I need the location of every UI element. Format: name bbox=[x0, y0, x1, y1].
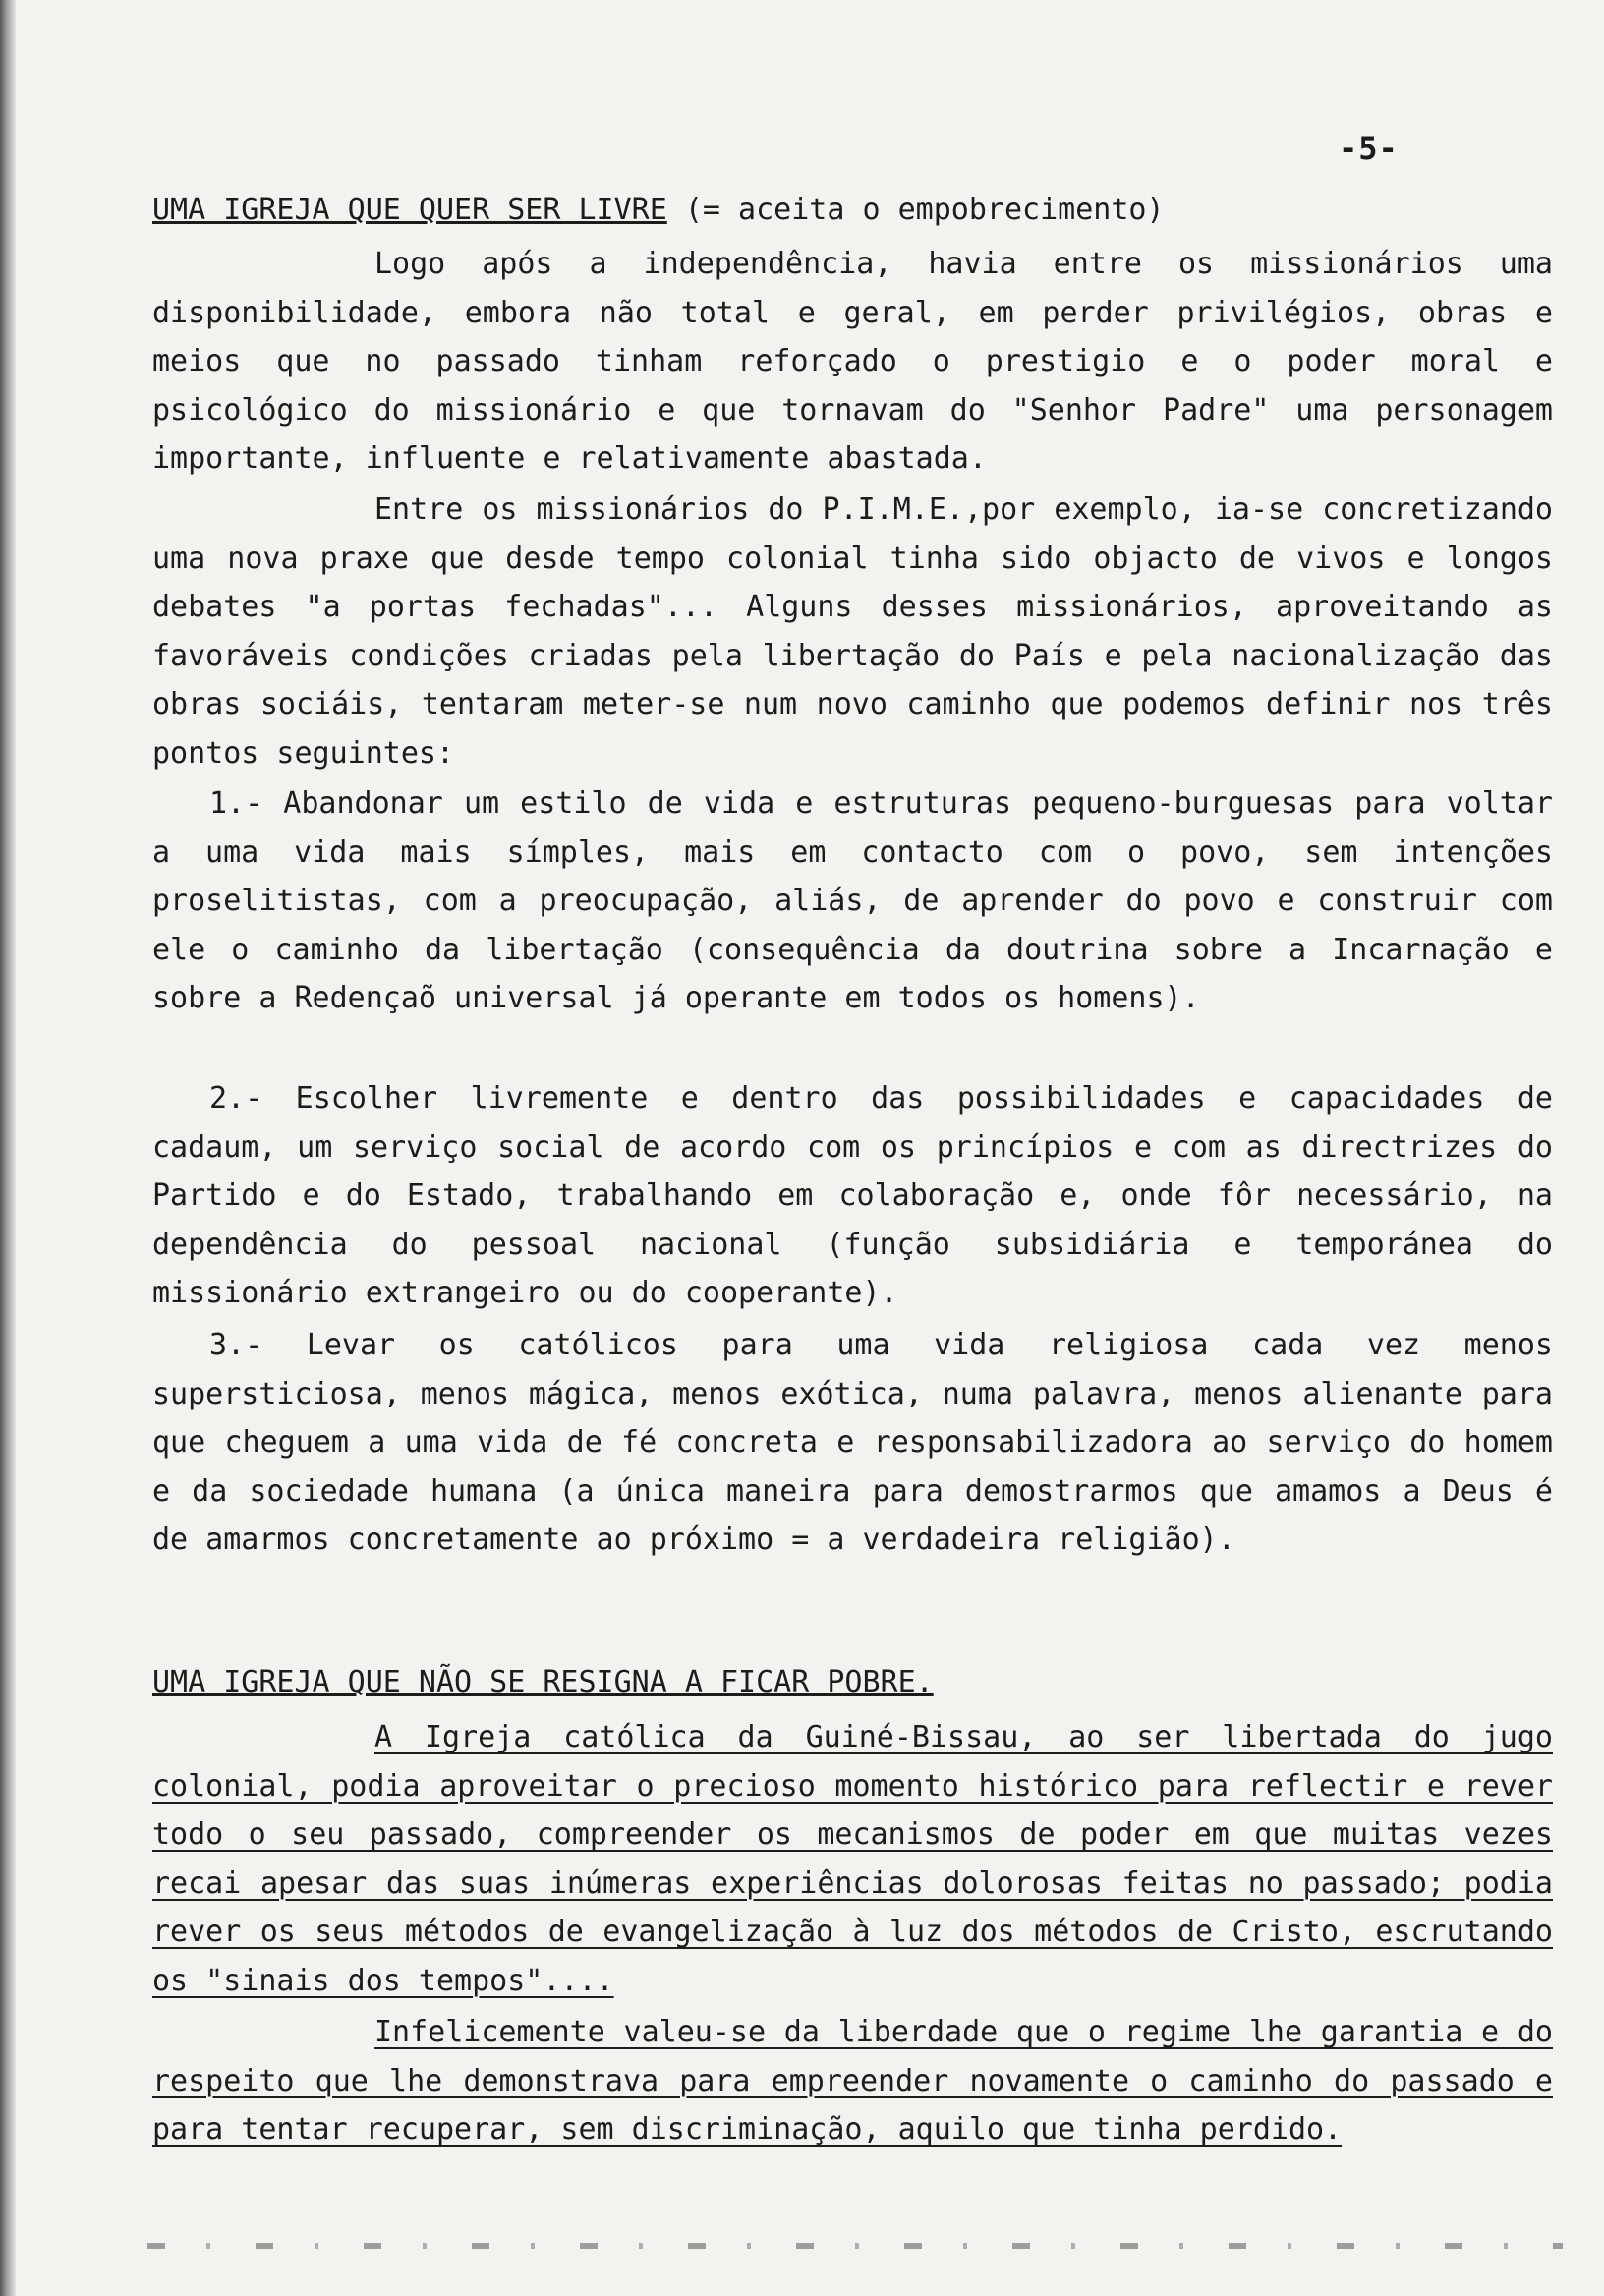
section-title-1-text: UMA IGREJA QUE QUER SER LIVRE bbox=[152, 193, 667, 227]
paragraph: Entre os missionários do P.I.M.E.,por exemplo, ia-se concretizando uma nova praxe que desde tempo colonial tinha sido objacto de vivos e longos debates "a portas fechadas"... Alguns desses missionários, aproveitando as favoráveis condições criadas pela libertação do País e pela nacionalização das obras sociáis, tentaram meter-se num novo caminho que podemos definir nos três pontos seguintes: bbox=[152, 492, 1553, 771]
list-item: 2.- Escolher livremente e dentro das possibilidades e capacidades de cadaum, um serviço social de acordo com os princípios e com as directrizes do Partido e do Estado, trabalhando em colaboração e, onde fôr necessário, na dependência do pessoal nacional (função subsidiária e temporánea do missionário extrangeiro ou do cooperante). bbox=[152, 1081, 1553, 1310]
list-item: 3.- Levar os católicos para uma vida religiosa cada vez menos supersticiosa, menos mágica, menos exótica, numa palavra, menos alienante para que cheguem a uma vida de fé concreta e responsabilizadora ao serviço do homem e da sociedade humana (a única maneira para demostrarmos que amamos a Deus é de amarmos concretamente ao próximo = a verdadeira religião). bbox=[152, 1328, 1553, 1557]
paragraph: A Igreja católica da Guiné-Bissau, ao ser libertada do jugo colonial, podia aproveitar o precioso momento histórico para reflectir e rever todo o seu passado, compreender os mecanismos de poder em que muitas vezes recai apesar das suas inúmeras experiências dolorosas feitas no passado; podia rever os seus métodos de evangelização à luz dos métodos de Cristo, escrutando os "sinais dos tempos".... bbox=[152, 1720, 1553, 1998]
section-title-2 bbox=[152, 1661, 934, 1704]
scan-noise-line bbox=[147, 2243, 1563, 2249]
paragraph: Logo após a independência, havia entre os missionários uma disponibilidade, embora não total e geral, em perder privilégios, obras e meios que no passado tinham reforçado o prestigio e o poder moral e psicológico do missionário e que tornavam do "Senhor Padre" uma personagem importante, influente e relativamente abastada. bbox=[152, 247, 1553, 476]
list-item: 1.- Abandonar um estilo de vida e estruturas pequeno-burguesas para voltar a uma vida mais símples, mais em contacto com o povo, sem intenções proselitistas, com a preocupação, aliás, de aprender do povo e construir com ele o caminho da libertação (consequência da doutrina sobre a Incarnação e sobre a Redençaõ universal já operante em todos os homens). bbox=[152, 786, 1553, 1015]
paragraph: Infelicemente valeu-se da liberdade que o regime lhe garantia e do respeito que lhe demonstrava para empreender novamente o caminho do passado e para tentar recuperar, sem discriminação, aquilo que tinha perdido. bbox=[152, 2015, 1553, 2147]
scan-edge bbox=[0, 0, 16, 2296]
section-title-1 bbox=[152, 189, 1165, 232]
section-title-2-text: UMA IGREJA QUE NÃO SE RESIGNA A FICAR POBRE. bbox=[152, 1665, 934, 1699]
page-number: -5- bbox=[1339, 130, 1399, 167]
section-title-1-note: (= aceita o empobrecimento) bbox=[684, 193, 1165, 227]
